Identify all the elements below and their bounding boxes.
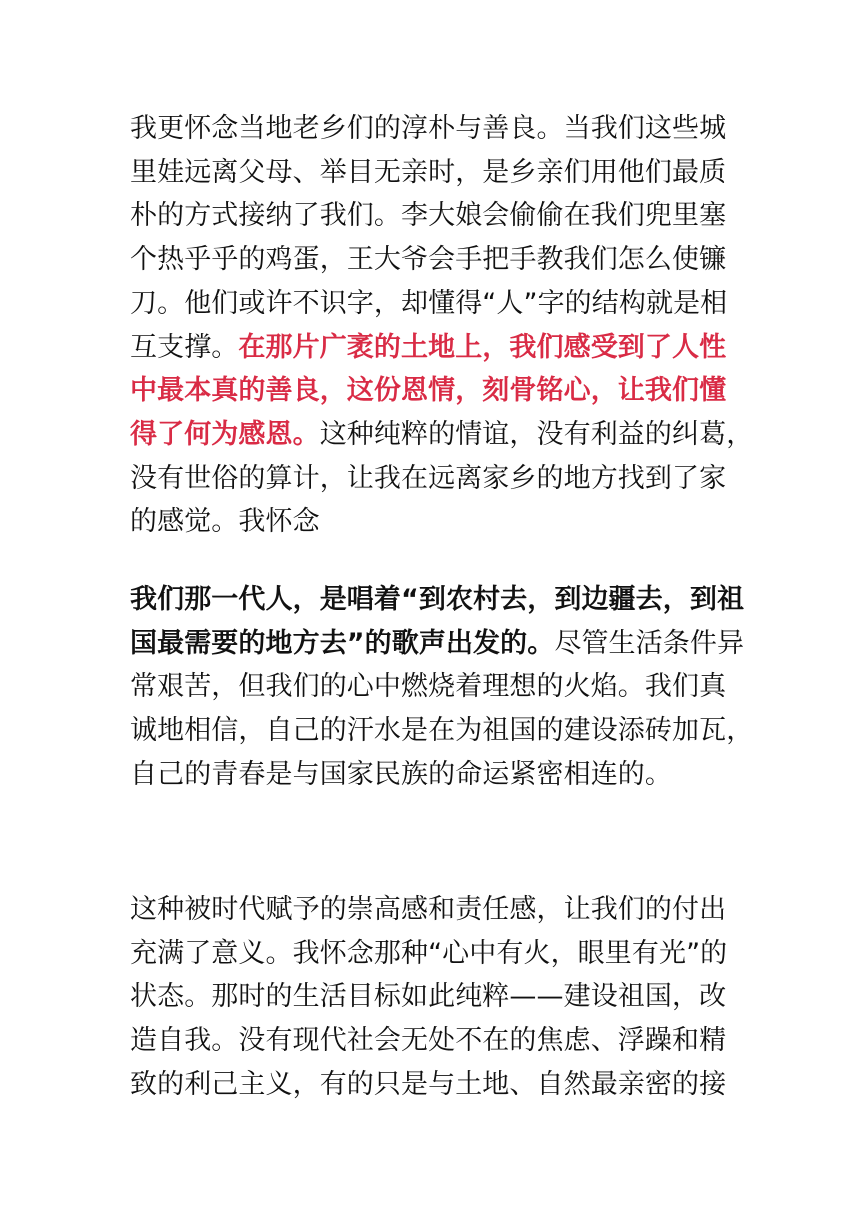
paragraph-3 <box>130 888 730 1107</box>
text-line <box>130 1019 730 1063</box>
text-segment: 没有世俗的算计，让我在远离家乡的地方找到了家 <box>130 462 727 494</box>
text-line <box>130 1063 730 1107</box>
text-segment: 这种被时代赋予的崇高感和责任感，让我们的付出 <box>130 894 727 925</box>
text-segment: 造自我。没有现代社会无处不在的焦虑、浮躁和精 <box>130 1025 727 1057</box>
text-segment: 状态。那时的生活目标如此纯粹——建设祖国，改 <box>130 981 727 1013</box>
text-line <box>130 500 730 544</box>
text-segment: 朴的方式接纳了我们。李大娘会偷偷在我们兜里塞 <box>130 200 727 232</box>
text-line <box>130 282 730 326</box>
text-line <box>130 975 730 1019</box>
highlighted-text: 在那片广袤的土地上，我们感受到了人性 <box>238 331 727 363</box>
text-line <box>130 457 730 501</box>
text-segment: 这种纯粹的情谊，没有利益的纠葛， <box>319 418 754 450</box>
text-line <box>130 413 754 457</box>
text-line <box>130 932 730 976</box>
text-segment: 刀。他们或许不识字，却懂得“人”字的结构就是相 <box>130 287 728 319</box>
text-segment: 里娃远离父母、举目无亲时，是乡亲们用他们最质 <box>130 156 727 188</box>
text-line <box>130 238 730 282</box>
text-line <box>130 888 730 932</box>
text-line <box>130 326 730 370</box>
text-line <box>130 665 730 709</box>
highlighted-text: 中最本真的善良，这份恩情，刻骨铭心，让我们懂 <box>130 375 727 407</box>
text-line <box>130 753 730 797</box>
text-segment: 尽管生活条件异 <box>554 627 745 659</box>
text-segment: 互支撑。 <box>130 331 239 363</box>
text-segment: 的感觉。我怀念 <box>130 506 320 538</box>
text-line <box>130 107 730 151</box>
text-line <box>130 369 730 413</box>
text-line <box>130 151 730 195</box>
paragraph-1 <box>130 107 754 544</box>
text-segment: 充满了意义。我怀念那种“心中有火，眼里有光”的 <box>130 937 728 969</box>
text-segment: 致的利己主义，有的只是与土地、自然最亲密的接 <box>130 1068 727 1100</box>
text-segment: 自己的青春是与国家民族的命运紧密相连的。 <box>130 758 672 790</box>
paragraph-2 <box>130 578 754 797</box>
highlighted-text: 得了何为感恩。 <box>130 418 320 450</box>
text-segment: 个热乎乎的鸡蛋，王大爷会手把手教我们怎么使镰 <box>130 244 727 276</box>
text-segment: 常艰苦，但我们的心中燃烧着理想的火焰。我们真 <box>130 671 727 703</box>
text-line <box>130 709 754 753</box>
text-segment: 我更怀念当地老乡们的淳朴与善良。当我们这些城 <box>130 113 727 144</box>
bold-text: 国最需要的地方去”的歌声出发的。 <box>130 627 555 659</box>
text-line <box>130 622 745 666</box>
text-line <box>130 194 730 238</box>
bold-text: 我们那一代人，是唱着“到农村去，到边疆去，到祖 <box>130 584 745 615</box>
text-segment: 诚地相信，自己的汗水是在为祖国的建设添砖加瓦， <box>130 715 754 747</box>
text-line <box>130 578 745 622</box>
